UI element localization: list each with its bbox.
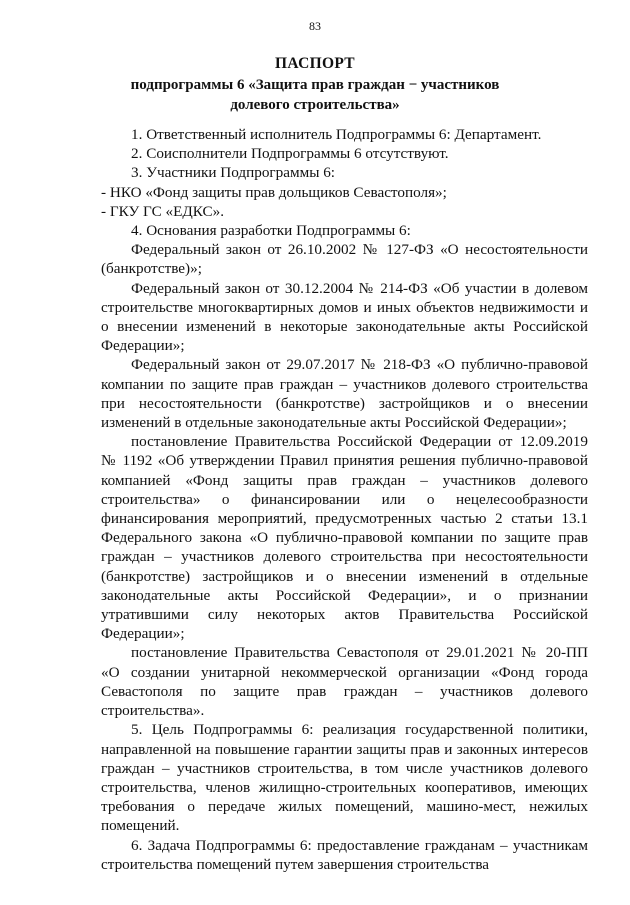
paragraph-co-executors: 2. Соисполнители Подпрограммы 6 отсутствуют. bbox=[131, 145, 449, 163]
paragraph-law-127: Федеральный закон от 26.10.2002 № 127-ФЗ «О несостоятельности (банкротстве)»; bbox=[101, 241, 588, 278]
paragraph-responsible-executor: 1. Ответственный исполнитель Подпрограммы 6: Департамент. bbox=[131, 126, 542, 143]
paragraph-goal: 5. Цель Подпрограммы 6: реализация государственной политики, направленной на повышение гарантии защиты прав и законных интересов граждан – участников строительства, в том числе участников долевого строительства, членов жилищно-строительных кооперативов, имеющих требования о передаче жилых помещений, машино-мест, нежилых помещений. bbox=[101, 721, 588, 835]
paragraph-grounds: 4. Основания разработки Подпрограммы 6: bbox=[131, 222, 411, 240]
list-item-participant-gku: - ГКУ ГС «ЕДКС». bbox=[101, 202, 225, 220]
paragraph-law-214: Федеральный закон от 30.12.2004 № 214-ФЗ «Об участии в долевом строительстве многоквартирных домов и иных объектов недвижимости и о внесении изменений в некоторые законодательные акты Российской Федерации»; bbox=[101, 279, 588, 355]
document-subtitle: подпрограммы 6 «Защита прав граждан − участников долевого строительства» bbox=[130, 77, 500, 113]
paragraph-law-218: Федеральный закон от 29.07.2017 № 218-ФЗ «О публично-правовой компании по защите прав граждан – участников долевого строительства при несостоятельности (банкротстве) застройщиков и о внесении изменений в отдельные законодательные акты Российской Федерации»; bbox=[101, 356, 588, 432]
paragraph-task: 6. Задача Подпрограммы 6: предоставление гражданам – участникам строительства помещений путем завершения строительства bbox=[101, 836, 588, 873]
document-body bbox=[101, 125, 588, 874]
paragraph-resolution-1192: постановление Правительства Российской Федерации от 12.09.2019 № 1192 «Об утверждении Правил принятия решения публично-правовой компанией «Фонд защиты прав граждан – участников долевого строительства» о финансировании или о нецелесообразности финансирования мероприятий, предусмотренных частью 2 статьи 13.1 Федерального закона «О публично-правовой компании по защите прав граждан – участников долевого строительства при несостоятельности (банкротстве) застройщиков и о внесении изменений в отдельные законодательные акты Российской Федерации», и о признании утратившими силу некоторых актов Правительства Российской Федерации»; bbox=[101, 433, 588, 643]
paragraph-resolution-20pp: постановление Правительства Севастополя от 29.01.2021 № 20-ПП «О создании унитарной некоммерческой организации «Фонд города Севастополя по защите прав граждан – участников долевого строительства». bbox=[101, 644, 588, 720]
document-title: ПАСПОРТ bbox=[275, 55, 355, 72]
list-item-participant-nko: - НКО «Фонд защиты прав дольщиков Севастополя»; bbox=[101, 183, 447, 201]
page-number: 83 bbox=[309, 19, 321, 33]
paragraph-participants: 3. Участники Подпрограммы 6: bbox=[131, 164, 336, 182]
